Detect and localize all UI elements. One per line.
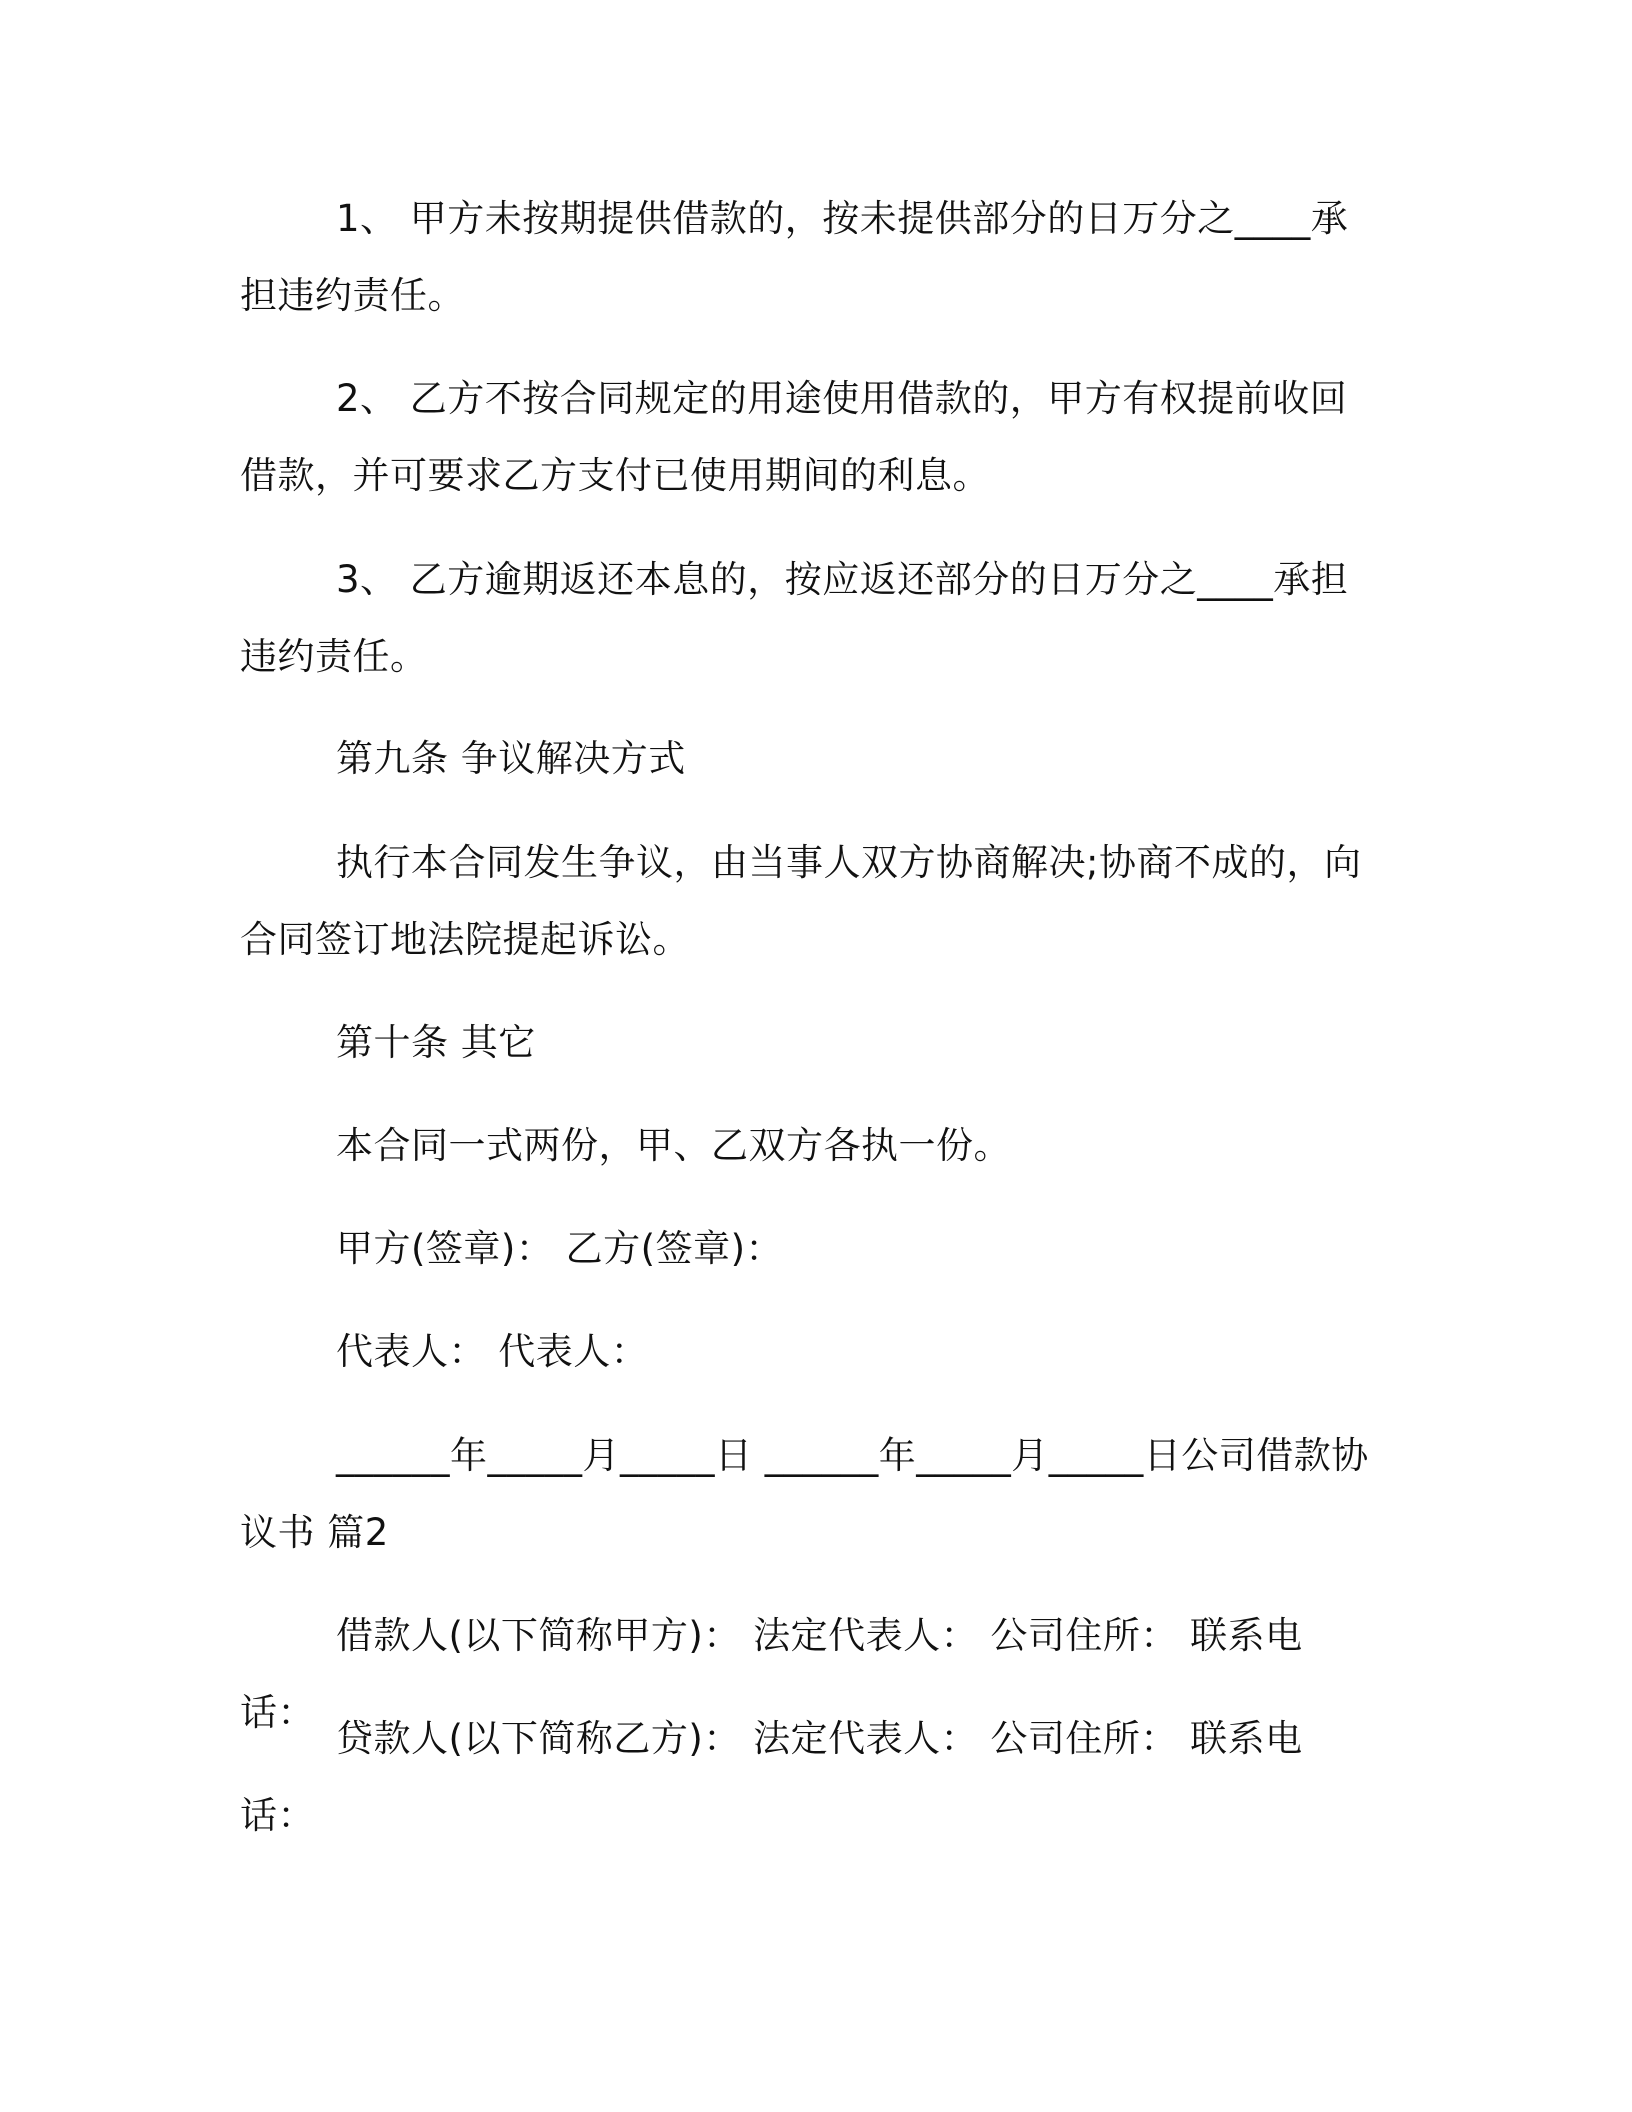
representative-line: 代表人： 代表人： — [336, 1330, 649, 1373]
clause-9-heading: 第九条 争议解决方式 — [336, 737, 686, 780]
date-line: ______年_____月_____日 ______年_____月_____日公司借款协议书 篇2 — [240, 1434, 1369, 1554]
clause-9-body: 执行本合同发生争议，由当事人双方协商解决;协商不成的，向合同签订地法院提起诉讼。 — [240, 841, 1362, 961]
signature-line: 甲方(签章)： 乙方(签章)： — [336, 1227, 784, 1270]
borrower-info: 借款人(以下简称甲方)： 法定代表人： 公司住所： 联系电话： — [240, 1614, 1303, 1734]
clause-8-item-1: 1、 甲方未按期提供借款的，按未提供部分的日万分之____承担违约责任。 — [240, 197, 1349, 317]
clause-10-heading: 第十条 其它 — [336, 1021, 536, 1064]
clause-10-body: 本合同一式两份，甲、乙双方各执一份。 — [336, 1124, 1011, 1167]
lender-info: 贷款人(以下简称乙方)： 法定代表人： 公司住所： 联系电话： — [240, 1717, 1303, 1837]
clause-8-item-2: 2、 乙方不按合同规定的用途使用借款的，甲方有权提前收回借款，并可要求乙方支付已使用期间的利息。 — [240, 377, 1348, 497]
clause-8-item-3: 3、 乙方逾期返还本息的，按应返还部分的日万分之____承担违约责任。 — [240, 558, 1349, 678]
